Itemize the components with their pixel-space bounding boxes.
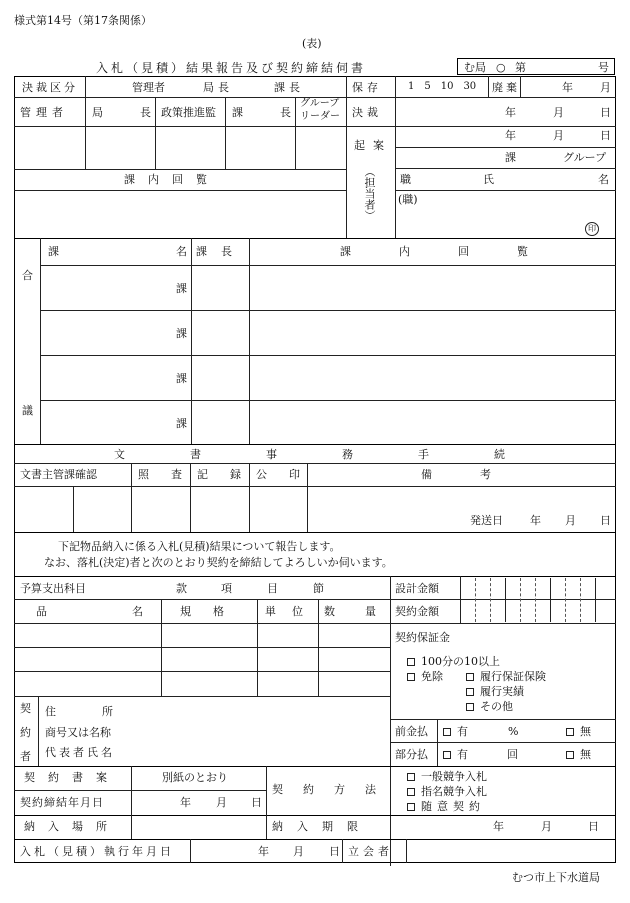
- rule: [40, 265, 616, 266]
- kian-shoku-paren: (職): [398, 193, 418, 206]
- item-hinmei-1: 品: [36, 605, 47, 618]
- partial-label: 部分払: [395, 748, 428, 761]
- rule: [155, 97, 156, 169]
- guarantee-opt1[interactable]: [407, 656, 500, 667]
- issuer-name: むつ市上下水道局: [512, 871, 600, 884]
- bid-month: 月: [293, 845, 304, 858]
- advance-no-label: 無: [580, 725, 591, 738]
- partial-no[interactable]: [566, 749, 591, 760]
- statement-line2: なお、落札(決定)者と次のとおり契約を締結してよろしいか伺います。: [44, 556, 393, 569]
- bid-day: 日: [329, 845, 340, 858]
- guarantee-sub3-label: その他: [480, 700, 513, 713]
- tanto-label: （担当者）: [363, 166, 376, 221]
- rule: [14, 623, 616, 624]
- rule: [437, 719, 438, 766]
- advance-label: 前金払: [395, 725, 428, 738]
- delivery-day: 日: [588, 820, 599, 833]
- partial-times: 回: [507, 748, 518, 761]
- rule: [40, 310, 616, 311]
- guarantee-opt1-label: 100分の10以上: [421, 655, 500, 668]
- budget-label: 予算支出科目: [20, 582, 86, 595]
- rule: [346, 76, 347, 238]
- amount-digit-guide: [565, 578, 566, 622]
- group-leader-line2: リーダー: [300, 111, 340, 122]
- form-side-label: (表): [302, 37, 322, 50]
- guarantee-opt2[interactable]: [407, 671, 443, 682]
- number-suffix: 号: [598, 61, 609, 74]
- budget-kou: 項: [221, 582, 232, 595]
- number-prefix: 第: [515, 61, 526, 74]
- kanrisha-label: 管理者: [20, 106, 68, 119]
- gougi-row-ka: 課: [176, 372, 187, 385]
- gougi-kacho-header: 課長: [196, 245, 246, 258]
- budget-kan: 款: [176, 582, 187, 595]
- amount-digit-separator: [505, 578, 506, 622]
- gougi-row-ka: 課: [176, 417, 187, 430]
- statement-line1: 下記物品納入に係る入札(見積)結果について報告します。: [58, 540, 341, 553]
- rule: [14, 126, 346, 127]
- rule: [395, 168, 616, 169]
- checkbox[interactable]: [566, 728, 574, 736]
- docs-shousa-label: 照査: [138, 468, 204, 481]
- rule: [131, 463, 132, 532]
- rule: [14, 766, 616, 767]
- rule: [390, 576, 391, 866]
- docs-label: 文書事務手続: [114, 448, 570, 461]
- rule: [460, 576, 461, 623]
- kian-shoku: 職: [400, 173, 411, 186]
- rule: [395, 147, 616, 148]
- rule: [191, 238, 192, 444]
- rule: [249, 238, 250, 444]
- kessai-year: 年: [505, 106, 516, 119]
- kessai-day: 日: [600, 106, 611, 119]
- checkbox[interactable]: [443, 728, 451, 736]
- rule: [14, 599, 616, 600]
- gougi-mei-header: 名: [176, 245, 187, 258]
- rule: [14, 815, 616, 816]
- rule: [295, 97, 296, 169]
- rule: [520, 76, 521, 97]
- sekkei-kingaku-label: 設計金額: [395, 582, 439, 595]
- hassobi-label: 発送日: [470, 514, 503, 527]
- item-suryo: 数量: [324, 605, 406, 618]
- bid-year: 年: [258, 845, 269, 858]
- guarantee-sub2[interactable]: [466, 686, 524, 697]
- partial-no-label: 無: [580, 748, 591, 761]
- checkbox[interactable]: [466, 673, 474, 681]
- rule: [131, 766, 132, 839]
- rule: [14, 486, 616, 487]
- item-tani: 単位: [265, 605, 319, 618]
- rule: [14, 444, 616, 445]
- hassobi-year: 年: [530, 514, 541, 527]
- haiki-month: 月: [600, 81, 611, 94]
- amount-digit-separator: [550, 578, 551, 622]
- form-title: 入札（見積）結果報告及び契約締結伺書: [96, 61, 367, 75]
- kian-shi: 氏: [483, 173, 494, 186]
- checkbox[interactable]: [407, 803, 415, 811]
- delivery-month: 月: [541, 820, 552, 833]
- gougi-row-ka: 課: [176, 282, 187, 295]
- contractor-char-3: 者: [20, 750, 31, 763]
- budget-setsu: 節: [313, 582, 324, 595]
- rule: [85, 76, 86, 97]
- guarantee-sub1-label: 履行保証保険: [480, 670, 546, 683]
- kian-mei: 名: [598, 173, 609, 186]
- cho2-label: 長: [280, 106, 291, 119]
- rule: [14, 671, 390, 672]
- gougi-kanai-header: 課内回覧: [340, 245, 576, 258]
- contract-method-3[interactable]: [407, 801, 485, 812]
- checkbox[interactable]: [443, 751, 451, 759]
- guarantee-title: 契約保証金: [395, 631, 450, 644]
- partial-yes[interactable]: [443, 749, 468, 760]
- advance-yes[interactable]: [443, 726, 468, 737]
- checkbox[interactable]: [466, 703, 474, 711]
- contractor-char-1: 契: [20, 702, 31, 715]
- kessai-kubun-label: 決裁区分: [22, 81, 78, 94]
- kian-year: 年: [505, 129, 516, 142]
- contract-method-2[interactable]: [407, 786, 487, 797]
- kian-day: 日: [600, 129, 611, 142]
- kian-label: 起案: [354, 139, 392, 152]
- advance-no[interactable]: [566, 726, 591, 737]
- checkbox[interactable]: [566, 751, 574, 759]
- rule: [225, 97, 226, 169]
- rule: [346, 126, 616, 127]
- rule: [14, 790, 266, 791]
- kanai-kairan-label: 課内回覧: [124, 173, 220, 186]
- amount-digit-guide: [490, 578, 491, 622]
- rule: [390, 719, 616, 720]
- hassobi-month: 月: [565, 514, 576, 527]
- contract-date-day: 日: [251, 796, 262, 809]
- rule: [40, 238, 41, 444]
- rule: [488, 76, 489, 97]
- docs-kouin-label: 公印: [256, 468, 322, 481]
- amount-digit-guide: [580, 578, 581, 622]
- rule: [40, 355, 616, 356]
- advance-pct: %: [508, 725, 519, 738]
- gougi-gou: 合: [22, 269, 33, 282]
- kessai-label: 決裁: [352, 106, 382, 119]
- haiki-year: 年: [562, 81, 573, 94]
- checkbox[interactable]: [407, 788, 415, 796]
- seisaku-label: 政策推進監: [161, 106, 216, 119]
- delivery-period-label: 納入期限: [272, 820, 372, 833]
- bureau-label: む局: [464, 61, 486, 74]
- amount-digit-guide: [475, 578, 476, 622]
- rule: [14, 532, 616, 533]
- kessai-kanrisha[interactable]: 管理者: [132, 81, 165, 94]
- kian-month: 月: [553, 129, 564, 142]
- ka-label: 課: [232, 106, 243, 119]
- contract-method-3-label: 随意契約: [421, 800, 485, 813]
- item-kikaku: 規格: [180, 605, 246, 618]
- circle-mark: ○: [496, 61, 506, 74]
- rule: [14, 169, 346, 170]
- rule: [395, 190, 616, 191]
- form-number: 様式第14号（第17条関係）: [14, 14, 152, 27]
- contractor-address: 住所: [45, 705, 159, 718]
- gougi-ka-header: 課: [48, 245, 59, 258]
- rule: [14, 190, 346, 191]
- delivery-place-label: 納入場所: [24, 820, 120, 833]
- cho-label: 長: [140, 106, 151, 119]
- contract-shoan-label: 契約書案: [24, 771, 120, 784]
- contract-date-label: 契約締結年月日: [20, 796, 104, 809]
- contract-method-label: 契約方法: [272, 783, 396, 796]
- rule: [73, 486, 74, 532]
- checkbox[interactable]: [407, 773, 415, 781]
- contractor-company: 商号又は名称: [45, 726, 111, 739]
- partial-yes-label: 有: [457, 748, 468, 761]
- rule: [14, 576, 616, 577]
- contractor-char-2: 約: [20, 726, 31, 739]
- kessai-kyokucho[interactable]: 局長: [203, 81, 233, 94]
- rule: [14, 696, 390, 697]
- rule: [406, 839, 407, 863]
- kyoku-label: 局: [92, 106, 103, 119]
- contract-date-month: 月: [216, 796, 227, 809]
- gougi-row-ka: 課: [176, 327, 187, 340]
- contract-method-2-label: 指名競争入札: [421, 785, 487, 798]
- rule: [14, 839, 616, 840]
- delivery-year: 年: [493, 820, 504, 833]
- hozon-label: 保存: [352, 81, 382, 94]
- rule: [14, 238, 616, 239]
- hozon-periods[interactable]: 1 5 10 30: [408, 81, 477, 92]
- rule: [342, 839, 343, 863]
- seal-mark: 印: [585, 222, 599, 236]
- amount-digit-separator: [595, 578, 596, 622]
- kian-ka: 課: [505, 151, 516, 164]
- rule: [390, 742, 616, 743]
- kian-group: グループ: [563, 151, 607, 164]
- contract-method-1-label: 一般競争入札: [421, 770, 487, 783]
- amount-digit-guide: [535, 578, 536, 622]
- advance-yes-label: 有: [457, 725, 468, 738]
- rule: [85, 97, 86, 169]
- rule: [38, 696, 39, 766]
- rule: [14, 647, 390, 648]
- hassobi-day: 日: [600, 514, 611, 527]
- haiki-label: 廃棄: [492, 81, 520, 94]
- budget-moku: 目: [267, 582, 278, 595]
- item-hinmei-2: 名: [132, 605, 143, 618]
- guarantee-sub3[interactable]: [466, 701, 513, 712]
- bid-date-label: 入札（見積）執行年月日: [20, 845, 174, 858]
- checkbox[interactable]: [407, 658, 415, 666]
- rule: [266, 766, 267, 839]
- docs-kiroku-label: 記録: [197, 468, 263, 481]
- docs-shukan-label: 文書主管課確認: [20, 468, 97, 481]
- contract-date-year: 年: [180, 796, 191, 809]
- rule: [40, 400, 616, 401]
- rule: [395, 76, 396, 238]
- docs-biko-label: 備考: [421, 468, 539, 481]
- kessai-month: 月: [553, 106, 564, 119]
- contract-shoan-value: 別紙のとおり: [162, 771, 228, 784]
- kessai-kacho[interactable]: 課長: [274, 81, 304, 94]
- rule: [190, 839, 191, 863]
- guarantee-opt2-label: 免除: [421, 670, 443, 683]
- gougi-gi: 議: [22, 404, 33, 417]
- contractor-rep: 代表者氏名: [45, 746, 115, 759]
- contract-method-1[interactable]: [407, 771, 487, 782]
- checkbox[interactable]: [466, 688, 474, 696]
- checkbox[interactable]: [407, 673, 415, 681]
- keiyaku-kingaku-label: 契約金額: [395, 605, 439, 618]
- rule: [14, 463, 616, 464]
- guarantee-sub1[interactable]: [466, 671, 546, 682]
- guarantee-sub2-label: 履行実績: [480, 685, 524, 698]
- witness-label: 立会者: [348, 845, 393, 858]
- group-leader-line1: グループ: [300, 98, 340, 109]
- amount-digit-guide: [520, 578, 521, 622]
